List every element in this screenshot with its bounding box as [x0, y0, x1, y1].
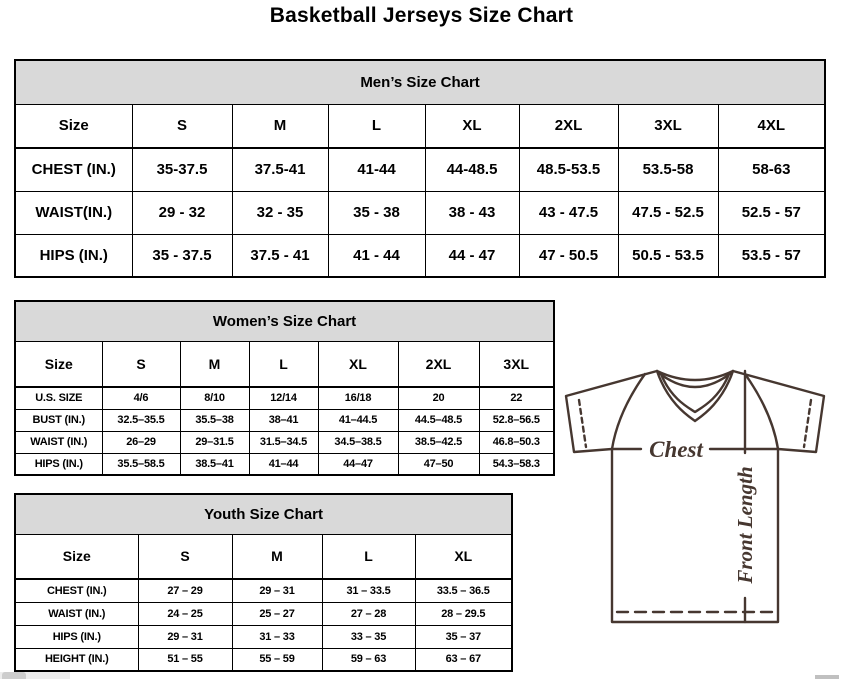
youth-cell: 31 – 33: [232, 625, 322, 648]
men-cell: 32 - 35: [232, 191, 328, 234]
women-cell: 41–44.5: [318, 409, 398, 431]
jersey-diagram-svg: [555, 355, 843, 660]
women-col-header-xl: XL: [318, 341, 398, 387]
men-col-header-4xl: 4XL: [718, 104, 825, 148]
women-col-header-m: M: [180, 341, 249, 387]
youth-row-label: HIPS (IN.): [15, 625, 138, 648]
youth-cell: 27 – 29: [138, 579, 232, 602]
men-col-header-l: L: [328, 104, 425, 148]
youth-row-label: HEIGHT (IN.): [15, 648, 138, 671]
women-table-row: [15, 431, 554, 453]
women-cell: 20: [398, 387, 479, 409]
men-cell: 29 - 32: [132, 191, 232, 234]
women-cell: 29–31.5: [180, 431, 249, 453]
men-table-row: [15, 191, 825, 234]
chest-label: Chest: [649, 437, 703, 462]
women-cell: 46.8–50.3: [479, 431, 554, 453]
men-cell: 47 - 50.5: [519, 234, 618, 277]
men-cell: 50.5 - 53.5: [618, 234, 718, 277]
women-cell: 16/18: [318, 387, 398, 409]
youth-size-table: [14, 493, 513, 672]
men-col-header-s: S: [132, 104, 232, 148]
men-cell: 37.5 - 41: [232, 234, 328, 277]
right-cuff-dashed-line: [804, 400, 811, 447]
youth-size-header: Size: [15, 534, 138, 579]
youth-cell: 24 – 25: [138, 602, 232, 625]
youth-col-header-s: S: [138, 534, 232, 579]
men-row-label: CHEST (IN.): [15, 148, 132, 191]
women-cell: 8/10: [180, 387, 249, 409]
men-cell: 44-48.5: [425, 148, 519, 191]
youth-col-header-l: L: [322, 534, 415, 579]
youth-table-row: [15, 579, 512, 602]
youth-cell: 27 – 28: [322, 602, 415, 625]
men-size-header: Size: [15, 104, 132, 148]
women-cell: 12/14: [249, 387, 318, 409]
men-cell: 53.5-58: [618, 148, 718, 191]
page-title: Basketball Jerseys Size Chart: [269, 4, 574, 27]
men-cell: 58-63: [718, 148, 825, 191]
youth-row-label: CHEST (IN.): [15, 579, 138, 602]
men-cell: 53.5 - 57: [718, 234, 825, 277]
women-cell: 38.5–42.5: [398, 431, 479, 453]
men-col-header-3xl: 3XL: [618, 104, 718, 148]
men-cell: 35 - 37.5: [132, 234, 232, 277]
youth-cell: 55 – 59: [232, 648, 322, 671]
youth-col-header-xl: XL: [415, 534, 512, 579]
youth-section-title: Youth Size Chart: [15, 494, 512, 534]
youth-cell: 29 – 31: [232, 579, 322, 602]
women-cell: 35.5–38: [180, 409, 249, 431]
men-row-label: WAIST(IN.): [15, 191, 132, 234]
women-cell: 38.5–41: [180, 453, 249, 475]
men-cell: 41-44: [328, 148, 425, 191]
youth-table-row: [15, 625, 512, 648]
men-col-header-2xl: 2XL: [519, 104, 618, 148]
men-cell: 52.5 - 57: [718, 191, 825, 234]
youth-cell: 28 – 29.5: [415, 602, 512, 625]
women-cell: 47–50: [398, 453, 479, 475]
horizontal-scrollbar-track[interactable]: [0, 672, 70, 679]
women-cell: 52.8–56.5: [479, 409, 554, 431]
women-cell: 35.5–58.5: [102, 453, 180, 475]
men-table-row: [15, 234, 825, 277]
youth-cell: 31 – 33.5: [322, 579, 415, 602]
jersey-outline: [566, 371, 824, 622]
left-sleeve-seam: [612, 374, 645, 449]
youth-table-row: [15, 602, 512, 625]
women-cell: 38–41: [249, 409, 318, 431]
women-cell: 22: [479, 387, 554, 409]
women-cell: 26–29: [102, 431, 180, 453]
women-cell: 4/6: [102, 387, 180, 409]
women-row-label: BUST (IN.): [15, 409, 102, 431]
women-col-header-3xl: 3XL: [479, 341, 554, 387]
women-table-row: [15, 387, 554, 409]
youth-table-row: [15, 648, 512, 671]
women-table-row: [15, 409, 554, 431]
men-table-row: [15, 148, 825, 191]
women-cell: 54.3–58.3: [479, 453, 554, 475]
horizontal-scrollbar-thumb[interactable]: [2, 672, 26, 679]
women-size-header: Size: [15, 341, 102, 387]
men-col-header-xl: XL: [425, 104, 519, 148]
women-col-header-l: L: [249, 341, 318, 387]
mens-size-table: [14, 59, 826, 278]
women-cell: 32.5–35.5: [102, 409, 180, 431]
youth-row-label: WAIST (IN.): [15, 602, 138, 625]
men-cell: 47.5 - 52.5: [618, 191, 718, 234]
men-section-title: Men’s Size Chart: [15, 60, 825, 104]
men-cell: 35 - 38: [328, 191, 425, 234]
women-row-label: HIPS (IN.): [15, 453, 102, 475]
women-section-title: Women’s Size Chart: [15, 301, 554, 341]
women-cell: 44.5–48.5: [398, 409, 479, 431]
men-cell: 41 - 44: [328, 234, 425, 277]
men-cell: 38 - 43: [425, 191, 519, 234]
youth-cell: 33 – 35: [322, 625, 415, 648]
youth-cell: 33.5 – 36.5: [415, 579, 512, 602]
youth-cell: 51 – 55: [138, 648, 232, 671]
men-cell: 48.5-53.5: [519, 148, 618, 191]
women-cell: 34.5–38.5: [318, 431, 398, 453]
right-sleeve-seam: [745, 374, 778, 449]
youth-cell: 59 – 63: [322, 648, 415, 671]
men-cell: 37.5-41: [232, 148, 328, 191]
men-cell: 44 - 47: [425, 234, 519, 277]
youth-cell: 25 – 27: [232, 602, 322, 625]
women-col-header-s: S: [102, 341, 180, 387]
front-length-label: Front Length: [733, 466, 757, 584]
women-row-label: U.S. SIZE: [15, 387, 102, 409]
women-row-label: WAIST (IN.): [15, 431, 102, 453]
youth-cell: 29 – 31: [138, 625, 232, 648]
women-table-row: [15, 453, 554, 475]
youth-cell: 35 – 37: [415, 625, 512, 648]
men-cell: 35-37.5: [132, 148, 232, 191]
left-cuff-dashed-line: [579, 400, 586, 447]
women-cell: 31.5–34.5: [249, 431, 318, 453]
women-col-header-2xl: 2XL: [398, 341, 479, 387]
youth-col-header-m: M: [232, 534, 322, 579]
women-cell: 44–47: [318, 453, 398, 475]
men-col-header-m: M: [232, 104, 328, 148]
womens-size-table: [14, 300, 555, 476]
women-cell: 41–44: [249, 453, 318, 475]
men-row-label: HIPS (IN.): [15, 234, 132, 277]
men-cell: 43 - 47.5: [519, 191, 618, 234]
scrollbar-fragment[interactable]: [815, 675, 839, 679]
jersey-measurement-diagram: [555, 355, 843, 660]
youth-cell: 63 – 67: [415, 648, 512, 671]
